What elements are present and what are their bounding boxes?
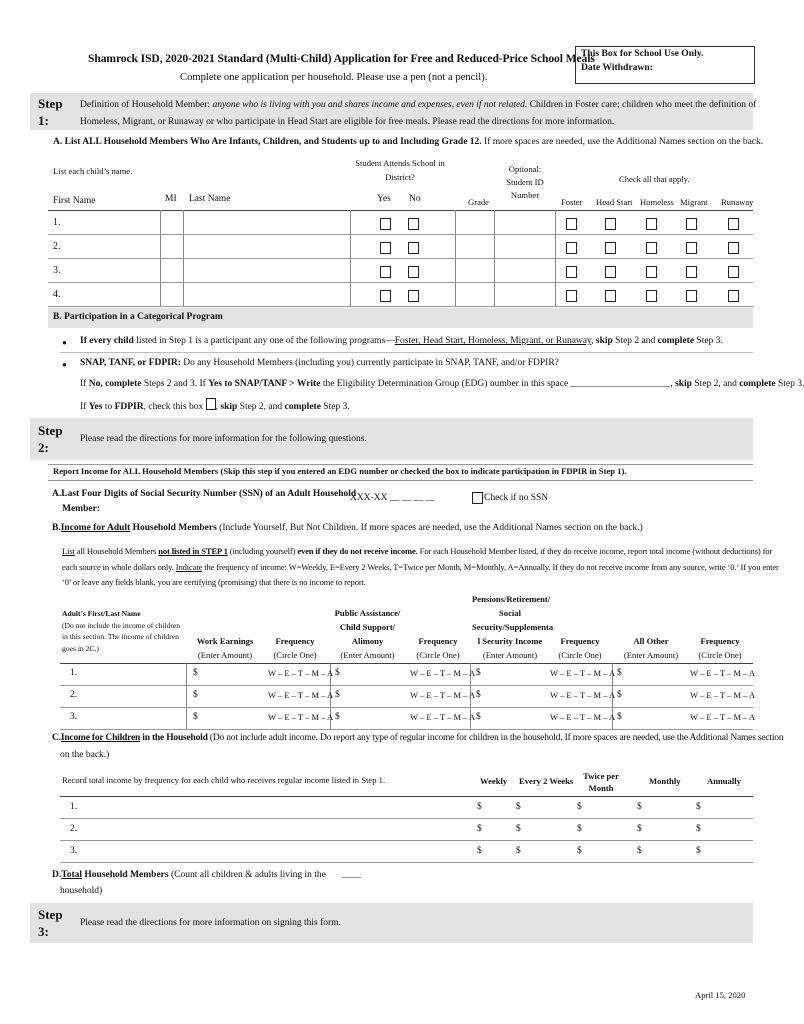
frequency-select[interactable]: W – E – T – M – A	[550, 690, 616, 700]
col-no: No	[409, 194, 421, 204]
runaway-checkbox[interactable]	[728, 266, 739, 278]
pensions-input[interactable]: $	[476, 690, 481, 700]
migrant-checkbox[interactable]	[686, 266, 697, 278]
runaway-checkbox[interactable]	[728, 290, 739, 302]
head-start-checkbox[interactable]	[605, 218, 616, 230]
child-row-4-number: 4.	[53, 289, 61, 300]
homeless-checkbox[interactable]	[646, 266, 657, 278]
col-monthly: Monthly	[649, 776, 681, 786]
migrant-checkbox[interactable]	[686, 218, 697, 230]
frequency-select[interactable]: W – E – T – M – A	[690, 712, 756, 722]
step3-instruction: Please read the directions for more information on signing this form.	[80, 918, 341, 928]
edg-number-field[interactable]: _____________________	[570, 379, 671, 389]
child-income-heading: C.Income for Children in the Household (Do not include adult income. Do report any type of regular income for children in the household. If more spaces are needed, use the Additional Names section	[52, 733, 784, 743]
col-runaway: Runaway	[721, 197, 754, 207]
frequency-select[interactable]: W – E – T – M – A	[410, 712, 476, 722]
attends-yes-checkbox[interactable]	[380, 266, 391, 278]
child-row-number: 2.	[70, 824, 78, 834]
pensions-input[interactable]: $	[476, 668, 481, 678]
col-foster: Foster	[561, 197, 583, 207]
pensions-input[interactable]: $	[476, 712, 481, 722]
migrant-checkbox[interactable]	[686, 242, 697, 254]
frequency-select[interactable]: W – E – T – M – A	[690, 690, 756, 700]
col-yes: Yes	[377, 194, 391, 204]
fdpir-checkbox[interactable]	[206, 398, 216, 410]
col-annually: Annually	[707, 776, 741, 786]
col-grade: Grade	[468, 197, 489, 207]
pensions-header: Pensions/Retirement/ Social Security/Supplementa l Security Income (Enter Amount)	[472, 594, 554, 660]
weekly-input[interactable]: $	[477, 846, 482, 856]
step1-label: Step 1:	[38, 96, 63, 128]
runaway-checkbox[interactable]	[728, 218, 739, 230]
date-withdrawn-label: Date Withdrawn:	[581, 62, 653, 73]
public-assistance-header: Public Assistance/ Child Support/ Alimony (Enter Amount)	[334, 608, 401, 660]
foster-checkbox[interactable]	[566, 218, 577, 230]
annually-input[interactable]: $	[696, 846, 701, 856]
household-definition: Definition of Household Member: anyone who is living with you and shares income and expenses, even if not related. Children in Foster care; children who meet the definition of Homeless, Migrant, or Runaway or who participate in Head Start are eligible for free meals. Please read the directions for more information.	[80, 100, 757, 127]
monthly-input[interactable]: $	[637, 824, 642, 834]
annually-input[interactable]: $	[696, 824, 701, 834]
total-members-input[interactable]: ____	[342, 870, 361, 880]
child-row-number: 3.	[70, 846, 78, 856]
col-weekly: Weekly	[480, 776, 508, 786]
child-row-number: 1.	[70, 802, 78, 812]
foster-checkbox[interactable]	[566, 266, 577, 278]
fdpir-instruction: If Yes to FDPIR, check this box , skip Step 2, and complete Step 3.	[80, 398, 350, 412]
step3-label: Step 3:	[38, 907, 63, 939]
weekly-input[interactable]: $	[477, 802, 482, 812]
attends-no-checkbox[interactable]	[408, 242, 419, 254]
attends-yes-checkbox[interactable]	[380, 218, 391, 230]
col-last-name: Last Name	[189, 194, 231, 204]
work-earnings-input[interactable]: $	[193, 668, 198, 678]
annually-input[interactable]: $	[696, 802, 701, 812]
runaway-checkbox[interactable]	[728, 242, 739, 254]
every-child-instruction: If every child listed in Step 1 is a participant any one of the following programs—Foster, Head Start, Homeless, Migrant, or Runaway, skip Step 2 and complete Step 3.	[80, 336, 723, 346]
child-row-3-number: 3.	[53, 265, 61, 276]
total-household-members: D.Total Household Members (Count all children & adults living in the household)	[52, 870, 326, 896]
child-income-heading-line2: on the back.)	[60, 750, 110, 760]
ssn-input[interactable]: XXX-XX __ __ __ __	[350, 493, 435, 503]
section-b-heading: B. Participation in a Categorical Program	[53, 312, 223, 322]
attends-no-checkbox[interactable]	[408, 290, 419, 302]
twice-per-month-input[interactable]: $	[577, 824, 582, 834]
homeless-checkbox[interactable]	[646, 290, 657, 302]
public-assistance-input[interactable]: $	[335, 712, 340, 722]
child-row-1-number: 1.	[53, 217, 61, 228]
public-assistance-input[interactable]: $	[335, 668, 340, 678]
frequency-header-1: Frequency (Circle One)	[273, 636, 317, 660]
snap-question: SNAP, TANF, or FDPIR: Do any Household Members (including you) currently participate in SNAP, TANF, and/or FDPIR?	[80, 358, 559, 368]
col-every-2-weeks: Every 2 Weeks	[519, 776, 574, 786]
all-other-header: All Other (Enter Amount)	[623, 636, 679, 660]
frequency-select[interactable]: W – E – T – M – A	[268, 712, 334, 722]
ssn-label: A.Last Four Digits of Social Security Number (SSN) of an Adult Household Member:	[52, 489, 357, 514]
work-earnings-input[interactable]: $	[193, 690, 198, 700]
attends-no-checkbox[interactable]	[408, 218, 419, 230]
frequency-select[interactable]: W – E – T – M – A	[690, 668, 756, 678]
adult-income-heading: B.Income for Adult Household Members (Include Yourself, But Not Children. If more spaces are needed, use the Additional Names section on the back.)	[52, 523, 643, 533]
form-date: April 15, 2020	[695, 990, 746, 1000]
frequency-select[interactable]: W – E – T – M – A	[550, 712, 616, 722]
report-income-heading: Report Income for ALL Household Members (Skip this step if you entered an EDG number or checked the box to indicate participation in FDPIR in Step 1).	[53, 466, 627, 476]
attends-school-header: Student Attends School in District?	[355, 158, 445, 182]
frequency-header-2: Frequency (Circle One)	[416, 636, 460, 660]
every-2-weeks-input[interactable]: $	[516, 802, 521, 812]
head-start-checkbox[interactable]	[605, 290, 616, 302]
all-other-input[interactable]: $	[617, 668, 622, 678]
bullet-icon: ●	[62, 338, 67, 347]
step2-label: Step 2:	[38, 423, 63, 455]
all-other-input[interactable]: $	[617, 712, 622, 722]
migrant-checkbox[interactable]	[686, 290, 697, 302]
monthly-input[interactable]: $	[637, 846, 642, 856]
frequency-header-3: Frequency (Circle One)	[558, 636, 602, 660]
adult-income-instructions: List all Household Members not listed in STEP 1 (including yourself) even if they do not receive income. For each Household Member listed, if they do receive income, report total income (without deductions) for each source in whole dollars only. Indicate the frequency of income: W=Weekly, E=Every 2 Weeks, T=Twice per Month, M=Monthly, A=Annually. If they do not receive income from any source, write ‘0.’ If you enter ‘0’ or leave any fields blank, you are certifying (promising) that there is no income to report.	[62, 546, 779, 587]
optional-id-header: Optional: Student ID Number	[506, 164, 544, 200]
list-each-child: List each child’s name.	[53, 166, 133, 176]
col-twice-per-month: Twice per Month	[583, 771, 619, 793]
all-other-input[interactable]: $	[617, 690, 622, 700]
every-2-weeks-input[interactable]: $	[516, 824, 521, 834]
check-all-apply: Check all that apply.	[619, 174, 690, 184]
attends-no-checkbox[interactable]	[408, 266, 419, 278]
work-earnings-input[interactable]: $	[193, 712, 198, 722]
school-use-box	[575, 46, 755, 84]
twice-per-month-input[interactable]: $	[577, 802, 582, 812]
twice-per-month-input[interactable]: $	[577, 846, 582, 856]
every-2-weeks-input[interactable]: $	[516, 846, 521, 856]
col-first-name: First Name	[53, 196, 96, 206]
frequency-select[interactable]: W – E – T – M – A	[268, 690, 334, 700]
attends-yes-checkbox[interactable]	[380, 290, 391, 302]
col-mi: MI	[165, 194, 177, 204]
adult-row-number: 1.	[70, 668, 78, 678]
homeless-checkbox[interactable]	[646, 242, 657, 254]
head-start-checkbox[interactable]	[605, 266, 616, 278]
form-title: Shamrock ISD, 2020-2021 Standard (Multi-Child) Application for Free and Reduced-Price School Meals	[88, 52, 595, 65]
adult-row-number: 2.	[70, 690, 78, 700]
public-assistance-input[interactable]: $	[335, 690, 340, 700]
weekly-input[interactable]: $	[477, 824, 482, 834]
child-row-2-number: 2.	[53, 241, 61, 252]
frequency-select[interactable]: W – E – T – M – A	[410, 668, 476, 678]
col-migrant: Migrant	[680, 197, 708, 207]
child-income-record: Record total income by frequency for each child who receives regular income listed in Step 1.	[62, 775, 386, 785]
attends-yes-checkbox[interactable]	[380, 242, 391, 254]
step2-instruction: Please read the directions for more information for the following questions.	[80, 434, 367, 444]
foster-checkbox[interactable]	[566, 290, 577, 302]
frequency-select[interactable]: W – E – T – M – A	[550, 668, 616, 678]
frequency-select[interactable]: W – E – T – M – A	[410, 690, 476, 700]
edg-instruction: If No, complete Steps 2 and 3. If Yes to SNAP/TANF > Write the Eligibility Determination Group (EDG) number in this space _____________________, skip Step 2, and complete Step 3.	[80, 379, 804, 389]
form-subtitle: Complete one application per household. Please use a pen (not a pencil).	[180, 72, 488, 83]
head-start-checkbox[interactable]	[605, 242, 616, 254]
frequency-header-4: Frequency (Circle One)	[698, 636, 742, 660]
adult-name-header: Adult’s First/Last Name (Do not include the income of children in this section. The income of children goes in 2C.)	[62, 609, 181, 653]
no-ssn-label: Check if no SSN	[484, 493, 549, 503]
monthly-input[interactable]: $	[637, 802, 642, 812]
adult-row-number: 3.	[70, 712, 78, 722]
bullet-icon: ●	[62, 360, 67, 369]
no-ssn-checkbox[interactable]	[472, 492, 483, 504]
col-head-start: Head Start	[596, 197, 633, 207]
section-a-heading: A. List ALL Household Members Who Are Infants, Children, and Students up to and Including Grade 12. If more spaces are needed, use the Additional Names section on the back.	[53, 137, 764, 147]
school-use-label: This Box for School Use Only.	[581, 48, 704, 59]
work-earnings-header: Work Earnings (Enter Amount)	[196, 636, 254, 660]
foster-checkbox[interactable]	[566, 242, 577, 254]
homeless-checkbox[interactable]	[646, 218, 657, 230]
frequency-select[interactable]: W – E – T – M – A	[268, 668, 334, 678]
col-homeless: Homeless	[640, 197, 674, 207]
